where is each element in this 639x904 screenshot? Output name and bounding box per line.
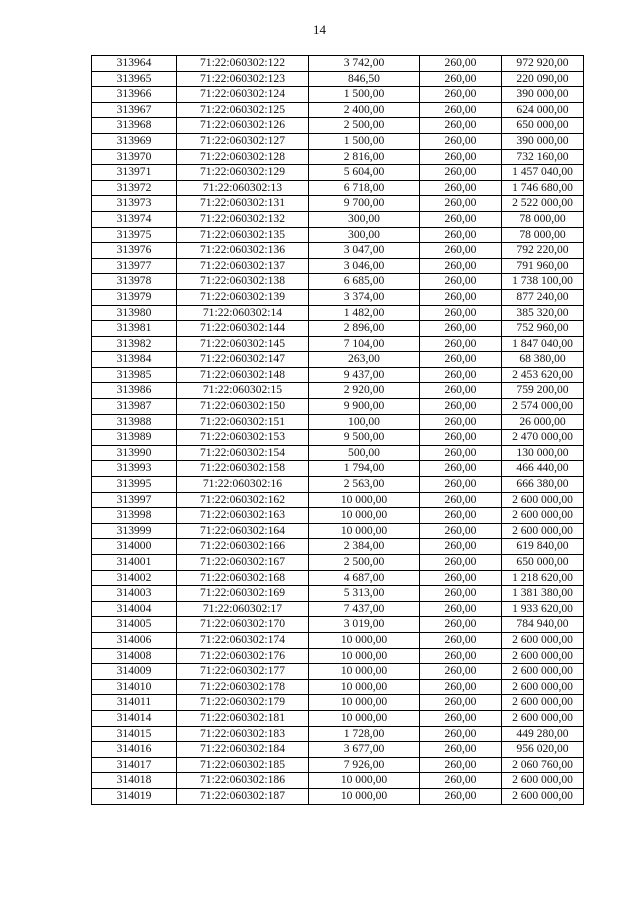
table-row (92, 118, 584, 134)
area-cell: 3 047,00 (309, 243, 420, 259)
record-number-cell: 314000 (92, 539, 177, 555)
table-row (92, 492, 584, 508)
cadastral-number-cell: 71:22:060302:123 (177, 71, 309, 87)
table-row (92, 632, 584, 648)
area-cell: 3 677,00 (309, 742, 420, 758)
rate-cell: 260,00 (420, 461, 502, 477)
rate-cell: 260,00 (420, 258, 502, 274)
amount-cell: 78 000,00 (502, 227, 584, 243)
amount-cell: 1 457 040,00 (502, 165, 584, 181)
amount-cell: 2 600 000,00 (502, 695, 584, 711)
amount-cell: 650 000,00 (502, 118, 584, 134)
table-row (92, 742, 584, 758)
area-cell: 1 500,00 (309, 133, 420, 149)
rate-cell: 260,00 (420, 523, 502, 539)
amount-cell: 732 160,00 (502, 149, 584, 165)
record-number-cell: 314017 (92, 757, 177, 773)
rate-cell: 260,00 (420, 243, 502, 259)
rate-cell: 260,00 (420, 352, 502, 368)
cadastral-number-cell: 71:22:060302:139 (177, 289, 309, 305)
cadastral-number-cell: 71:22:060302:183 (177, 726, 309, 742)
table-row (92, 555, 584, 571)
amount-cell: 2 600 000,00 (502, 679, 584, 695)
rate-cell: 260,00 (420, 165, 502, 181)
record-number-cell: 314018 (92, 773, 177, 789)
cadastral-number-cell: 71:22:060302:170 (177, 617, 309, 633)
record-number-cell: 313964 (92, 56, 177, 72)
cadastral-number-cell: 71:22:060302:153 (177, 430, 309, 446)
area-cell: 500,00 (309, 445, 420, 461)
table-row (92, 477, 584, 493)
cadastral-number-cell: 71:22:060302:163 (177, 508, 309, 524)
area-cell: 2 500,00 (309, 118, 420, 134)
amount-cell: 2 600 000,00 (502, 773, 584, 789)
record-number-cell: 313969 (92, 133, 177, 149)
record-number-cell: 313987 (92, 399, 177, 415)
cadastral-number-cell: 71:22:060302:147 (177, 352, 309, 368)
amount-cell: 390 000,00 (502, 133, 584, 149)
area-cell: 10 000,00 (309, 632, 420, 648)
rate-cell: 260,00 (420, 757, 502, 773)
record-number-cell: 314003 (92, 586, 177, 602)
record-number-cell: 314004 (92, 601, 177, 617)
amount-cell: 466 440,00 (502, 461, 584, 477)
area-cell: 9 500,00 (309, 430, 420, 446)
area-cell: 7 104,00 (309, 336, 420, 352)
rate-cell: 260,00 (420, 695, 502, 711)
cadastral-number-cell: 71:22:060302:185 (177, 757, 309, 773)
amount-cell: 956 020,00 (502, 742, 584, 758)
cadastral-number-cell: 71:22:060302:148 (177, 367, 309, 383)
area-cell: 6 718,00 (309, 180, 420, 196)
table-row (92, 695, 584, 711)
record-number-cell: 313982 (92, 336, 177, 352)
table-row (92, 196, 584, 212)
record-number-cell: 313986 (92, 383, 177, 399)
area-cell: 10 000,00 (309, 788, 420, 804)
table-row (92, 430, 584, 446)
rate-cell: 260,00 (420, 399, 502, 415)
cadastral-number-cell: 71:22:060302:181 (177, 710, 309, 726)
area-cell: 2 563,00 (309, 477, 420, 493)
table-row (92, 367, 584, 383)
amount-cell: 2 600 000,00 (502, 664, 584, 680)
area-cell: 1 728,00 (309, 726, 420, 742)
record-number-cell: 314002 (92, 570, 177, 586)
rate-cell: 260,00 (420, 430, 502, 446)
amount-cell: 26 000,00 (502, 414, 584, 430)
area-cell: 10 000,00 (309, 523, 420, 539)
table-row (92, 180, 584, 196)
rate-cell: 260,00 (420, 788, 502, 804)
cadastral-number-cell: 71:22:060302:16 (177, 477, 309, 493)
table-row (92, 773, 584, 789)
amount-cell: 130 000,00 (502, 445, 584, 461)
cadastral-number-cell: 71:22:060302:127 (177, 133, 309, 149)
amount-cell: 78 000,00 (502, 211, 584, 227)
area-cell: 10 000,00 (309, 710, 420, 726)
area-cell: 1 794,00 (309, 461, 420, 477)
cadastral-number-cell: 71:22:060302:177 (177, 664, 309, 680)
area-cell: 9 900,00 (309, 399, 420, 415)
area-cell: 6 685,00 (309, 274, 420, 290)
cadastral-number-cell: 71:22:060302:14 (177, 305, 309, 321)
amount-cell: 2 522 000,00 (502, 196, 584, 212)
area-cell: 300,00 (309, 211, 420, 227)
area-cell: 4 687,00 (309, 570, 420, 586)
area-cell: 10 000,00 (309, 508, 420, 524)
area-cell: 2 816,00 (309, 149, 420, 165)
table-row (92, 149, 584, 165)
amount-cell: 68 380,00 (502, 352, 584, 368)
record-number-cell: 314014 (92, 710, 177, 726)
table-row (92, 445, 584, 461)
table-row (92, 788, 584, 804)
area-cell: 10 000,00 (309, 695, 420, 711)
cadastral-number-cell: 71:22:060302:178 (177, 679, 309, 695)
cadastral-number-cell: 71:22:060302:164 (177, 523, 309, 539)
table-row (92, 165, 584, 181)
cadastral-number-cell: 71:22:060302:129 (177, 165, 309, 181)
area-cell: 7 926,00 (309, 757, 420, 773)
cadastral-number-cell: 71:22:060302:128 (177, 149, 309, 165)
rate-cell: 260,00 (420, 274, 502, 290)
rate-cell: 260,00 (420, 632, 502, 648)
record-number-cell: 314008 (92, 648, 177, 664)
rate-cell: 260,00 (420, 710, 502, 726)
record-number-cell: 314010 (92, 679, 177, 695)
amount-cell: 650 000,00 (502, 555, 584, 571)
area-cell: 1 482,00 (309, 305, 420, 321)
record-number-cell: 314011 (92, 695, 177, 711)
rate-cell: 260,00 (420, 87, 502, 103)
record-number-cell: 313965 (92, 71, 177, 87)
amount-cell: 759 200,00 (502, 383, 584, 399)
cadastral-number-cell: 71:22:060302:174 (177, 632, 309, 648)
rate-cell: 260,00 (420, 742, 502, 758)
cadastral-number-cell: 71:22:060302:15 (177, 383, 309, 399)
record-number-cell: 314006 (92, 632, 177, 648)
area-cell: 9 700,00 (309, 196, 420, 212)
area-cell: 2 896,00 (309, 321, 420, 337)
rate-cell: 260,00 (420, 773, 502, 789)
rate-cell: 260,00 (420, 133, 502, 149)
cadastral-number-cell: 71:22:060302:135 (177, 227, 309, 243)
amount-cell: 2 600 000,00 (502, 523, 584, 539)
record-number-cell: 313975 (92, 227, 177, 243)
table-body (92, 56, 584, 805)
table-row (92, 87, 584, 103)
cadastral-number-cell: 71:22:060302:136 (177, 243, 309, 259)
table-row (92, 305, 584, 321)
cadastral-number-cell: 71:22:060302:138 (177, 274, 309, 290)
rate-cell: 260,00 (420, 289, 502, 305)
cadastral-number-cell: 71:22:060302:137 (177, 258, 309, 274)
amount-cell: 784 940,00 (502, 617, 584, 633)
area-cell: 263,00 (309, 352, 420, 368)
amount-cell: 2 470 000,00 (502, 430, 584, 446)
rate-cell: 260,00 (420, 601, 502, 617)
cadastral-number-cell: 71:22:060302:187 (177, 788, 309, 804)
amount-cell: 1 847 040,00 (502, 336, 584, 352)
area-cell: 10 000,00 (309, 679, 420, 695)
record-number-cell: 313993 (92, 461, 177, 477)
amount-cell: 972 920,00 (502, 56, 584, 72)
rate-cell: 260,00 (420, 726, 502, 742)
table-row (92, 211, 584, 227)
cadastral-number-cell: 71:22:060302:186 (177, 773, 309, 789)
cadastral-number-cell: 71:22:060302:167 (177, 555, 309, 571)
rate-cell: 260,00 (420, 414, 502, 430)
record-number-cell: 313981 (92, 321, 177, 337)
rate-cell: 260,00 (420, 445, 502, 461)
amount-cell: 1 746 680,00 (502, 180, 584, 196)
table-row (92, 539, 584, 555)
area-cell: 10 000,00 (309, 773, 420, 789)
rate-cell: 260,00 (420, 180, 502, 196)
record-number-cell: 313971 (92, 165, 177, 181)
table-row (92, 274, 584, 290)
area-cell: 3 046,00 (309, 258, 420, 274)
table-row (92, 352, 584, 368)
area-cell: 7 437,00 (309, 601, 420, 617)
record-number-cell: 313988 (92, 414, 177, 430)
cadastral-number-cell: 71:22:060302:169 (177, 586, 309, 602)
area-cell: 300,00 (309, 227, 420, 243)
amount-cell: 2 574 000,00 (502, 399, 584, 415)
area-cell: 9 437,00 (309, 367, 420, 383)
amount-cell: 792 220,00 (502, 243, 584, 259)
cadastral-number-cell: 71:22:060302:162 (177, 492, 309, 508)
table-row (92, 102, 584, 118)
record-number-cell: 313997 (92, 492, 177, 508)
amount-cell: 619 840,00 (502, 539, 584, 555)
rate-cell: 260,00 (420, 305, 502, 321)
record-number-cell: 313995 (92, 477, 177, 493)
page-number: 14 (313, 22, 326, 37)
cadastral-number-cell: 71:22:060302:151 (177, 414, 309, 430)
amount-cell: 624 000,00 (502, 102, 584, 118)
amount-cell: 791 960,00 (502, 258, 584, 274)
amount-cell: 2 453 620,00 (502, 367, 584, 383)
record-number-cell: 313979 (92, 289, 177, 305)
table-row (92, 601, 584, 617)
cadastral-number-cell: 71:22:060302:126 (177, 118, 309, 134)
area-cell: 10 000,00 (309, 492, 420, 508)
record-number-cell: 314005 (92, 617, 177, 633)
record-number-cell: 313966 (92, 87, 177, 103)
table-row (92, 71, 584, 87)
cadastral-number-cell: 71:22:060302:132 (177, 211, 309, 227)
record-number-cell: 313977 (92, 258, 177, 274)
amount-cell: 2 600 000,00 (502, 632, 584, 648)
amount-cell: 2 600 000,00 (502, 508, 584, 524)
area-cell: 2 920,00 (309, 383, 420, 399)
amount-cell: 1 381 380,00 (502, 586, 584, 602)
record-number-cell: 313967 (92, 102, 177, 118)
rate-cell: 260,00 (420, 648, 502, 664)
record-number-cell: 314001 (92, 555, 177, 571)
table-row (92, 56, 584, 72)
amount-cell: 877 240,00 (502, 289, 584, 305)
table-row (92, 227, 584, 243)
record-number-cell: 313972 (92, 180, 177, 196)
table-row (92, 399, 584, 415)
cadastral-number-cell: 71:22:060302:176 (177, 648, 309, 664)
table-row (92, 664, 584, 680)
record-number-cell: 314009 (92, 664, 177, 680)
record-number-cell: 314019 (92, 788, 177, 804)
rate-cell: 260,00 (420, 586, 502, 602)
record-number-cell: 313984 (92, 352, 177, 368)
table-row (92, 321, 584, 337)
cadastral-number-cell: 71:22:060302:145 (177, 336, 309, 352)
cadastral-number-cell: 71:22:060302:125 (177, 102, 309, 118)
amount-cell: 1 218 620,00 (502, 570, 584, 586)
amount-cell: 2 600 000,00 (502, 710, 584, 726)
rate-cell: 260,00 (420, 539, 502, 555)
area-cell: 5 604,00 (309, 165, 420, 181)
area-cell: 2 400,00 (309, 102, 420, 118)
cadastral-number-cell: 71:22:060302:154 (177, 445, 309, 461)
record-number-cell: 314016 (92, 742, 177, 758)
table-row (92, 726, 584, 742)
table-row (92, 757, 584, 773)
parcel-table (91, 55, 584, 805)
rate-cell: 260,00 (420, 118, 502, 134)
area-cell: 10 000,00 (309, 648, 420, 664)
amount-cell: 2 600 000,00 (502, 648, 584, 664)
record-number-cell: 313973 (92, 196, 177, 212)
cadastral-number-cell: 71:22:060302:158 (177, 461, 309, 477)
record-number-cell: 313999 (92, 523, 177, 539)
rate-cell: 260,00 (420, 71, 502, 87)
table-row (92, 461, 584, 477)
record-number-cell: 313980 (92, 305, 177, 321)
area-cell: 2 500,00 (309, 555, 420, 571)
table-row (92, 648, 584, 664)
table-row (92, 679, 584, 695)
cadastral-number-cell: 71:22:060302:124 (177, 87, 309, 103)
table-row (92, 414, 584, 430)
rate-cell: 260,00 (420, 664, 502, 680)
rate-cell: 260,00 (420, 508, 502, 524)
rate-cell: 260,00 (420, 56, 502, 72)
cadastral-number-cell: 71:22:060302:144 (177, 321, 309, 337)
record-number-cell: 313968 (92, 118, 177, 134)
table-row (92, 523, 584, 539)
record-number-cell: 313990 (92, 445, 177, 461)
area-cell: 5 313,00 (309, 586, 420, 602)
amount-cell: 2 600 000,00 (502, 788, 584, 804)
area-cell: 1 500,00 (309, 87, 420, 103)
cadastral-number-cell: 71:22:060302:166 (177, 539, 309, 555)
amount-cell: 2 600 000,00 (502, 492, 584, 508)
rate-cell: 260,00 (420, 679, 502, 695)
table-row (92, 508, 584, 524)
rate-cell: 260,00 (420, 617, 502, 633)
cadastral-number-cell: 71:22:060302:13 (177, 180, 309, 196)
area-cell: 100,00 (309, 414, 420, 430)
amount-cell: 1 738 100,00 (502, 274, 584, 290)
cadastral-number-cell: 71:22:060302:168 (177, 570, 309, 586)
rate-cell: 260,00 (420, 477, 502, 493)
rate-cell: 260,00 (420, 102, 502, 118)
table-row (92, 617, 584, 633)
amount-cell: 390 000,00 (502, 87, 584, 103)
rate-cell: 260,00 (420, 149, 502, 165)
rate-cell: 260,00 (420, 336, 502, 352)
table-row (92, 570, 584, 586)
area-cell: 3 742,00 (309, 56, 420, 72)
table-row (92, 336, 584, 352)
record-number-cell: 313998 (92, 508, 177, 524)
rate-cell: 260,00 (420, 555, 502, 571)
rate-cell: 260,00 (420, 570, 502, 586)
rate-cell: 260,00 (420, 367, 502, 383)
amount-cell: 1 933 620,00 (502, 601, 584, 617)
cadastral-number-cell: 71:22:060302:131 (177, 196, 309, 212)
record-number-cell: 313970 (92, 149, 177, 165)
record-number-cell: 314015 (92, 726, 177, 742)
table-row (92, 243, 584, 259)
rate-cell: 260,00 (420, 196, 502, 212)
record-number-cell: 313976 (92, 243, 177, 259)
rate-cell: 260,00 (420, 227, 502, 243)
area-cell: 10 000,00 (309, 664, 420, 680)
area-cell: 3 019,00 (309, 617, 420, 633)
area-cell: 2 384,00 (309, 539, 420, 555)
cadastral-number-cell: 71:22:060302:184 (177, 742, 309, 758)
table-row (92, 258, 584, 274)
rate-cell: 260,00 (420, 321, 502, 337)
amount-cell: 666 380,00 (502, 477, 584, 493)
amount-cell: 220 090,00 (502, 71, 584, 87)
amount-cell: 2 060 760,00 (502, 757, 584, 773)
table-row (92, 289, 584, 305)
rate-cell: 260,00 (420, 211, 502, 227)
cadastral-number-cell: 71:22:060302:122 (177, 56, 309, 72)
table-row (92, 586, 584, 602)
cadastral-number-cell: 71:22:060302:17 (177, 601, 309, 617)
table-row (92, 383, 584, 399)
table-row (92, 133, 584, 149)
amount-cell: 385 320,00 (502, 305, 584, 321)
rate-cell: 260,00 (420, 383, 502, 399)
area-cell: 3 374,00 (309, 289, 420, 305)
cadastral-number-cell: 71:22:060302:150 (177, 399, 309, 415)
amount-cell: 449 280,00 (502, 726, 584, 742)
record-number-cell: 313985 (92, 367, 177, 383)
record-number-cell: 313978 (92, 274, 177, 290)
table-row (92, 710, 584, 726)
record-number-cell: 313989 (92, 430, 177, 446)
record-number-cell: 313974 (92, 211, 177, 227)
cadastral-number-cell: 71:22:060302:179 (177, 695, 309, 711)
amount-cell: 752 960,00 (502, 321, 584, 337)
area-cell: 846,50 (309, 71, 420, 87)
rate-cell: 260,00 (420, 492, 502, 508)
